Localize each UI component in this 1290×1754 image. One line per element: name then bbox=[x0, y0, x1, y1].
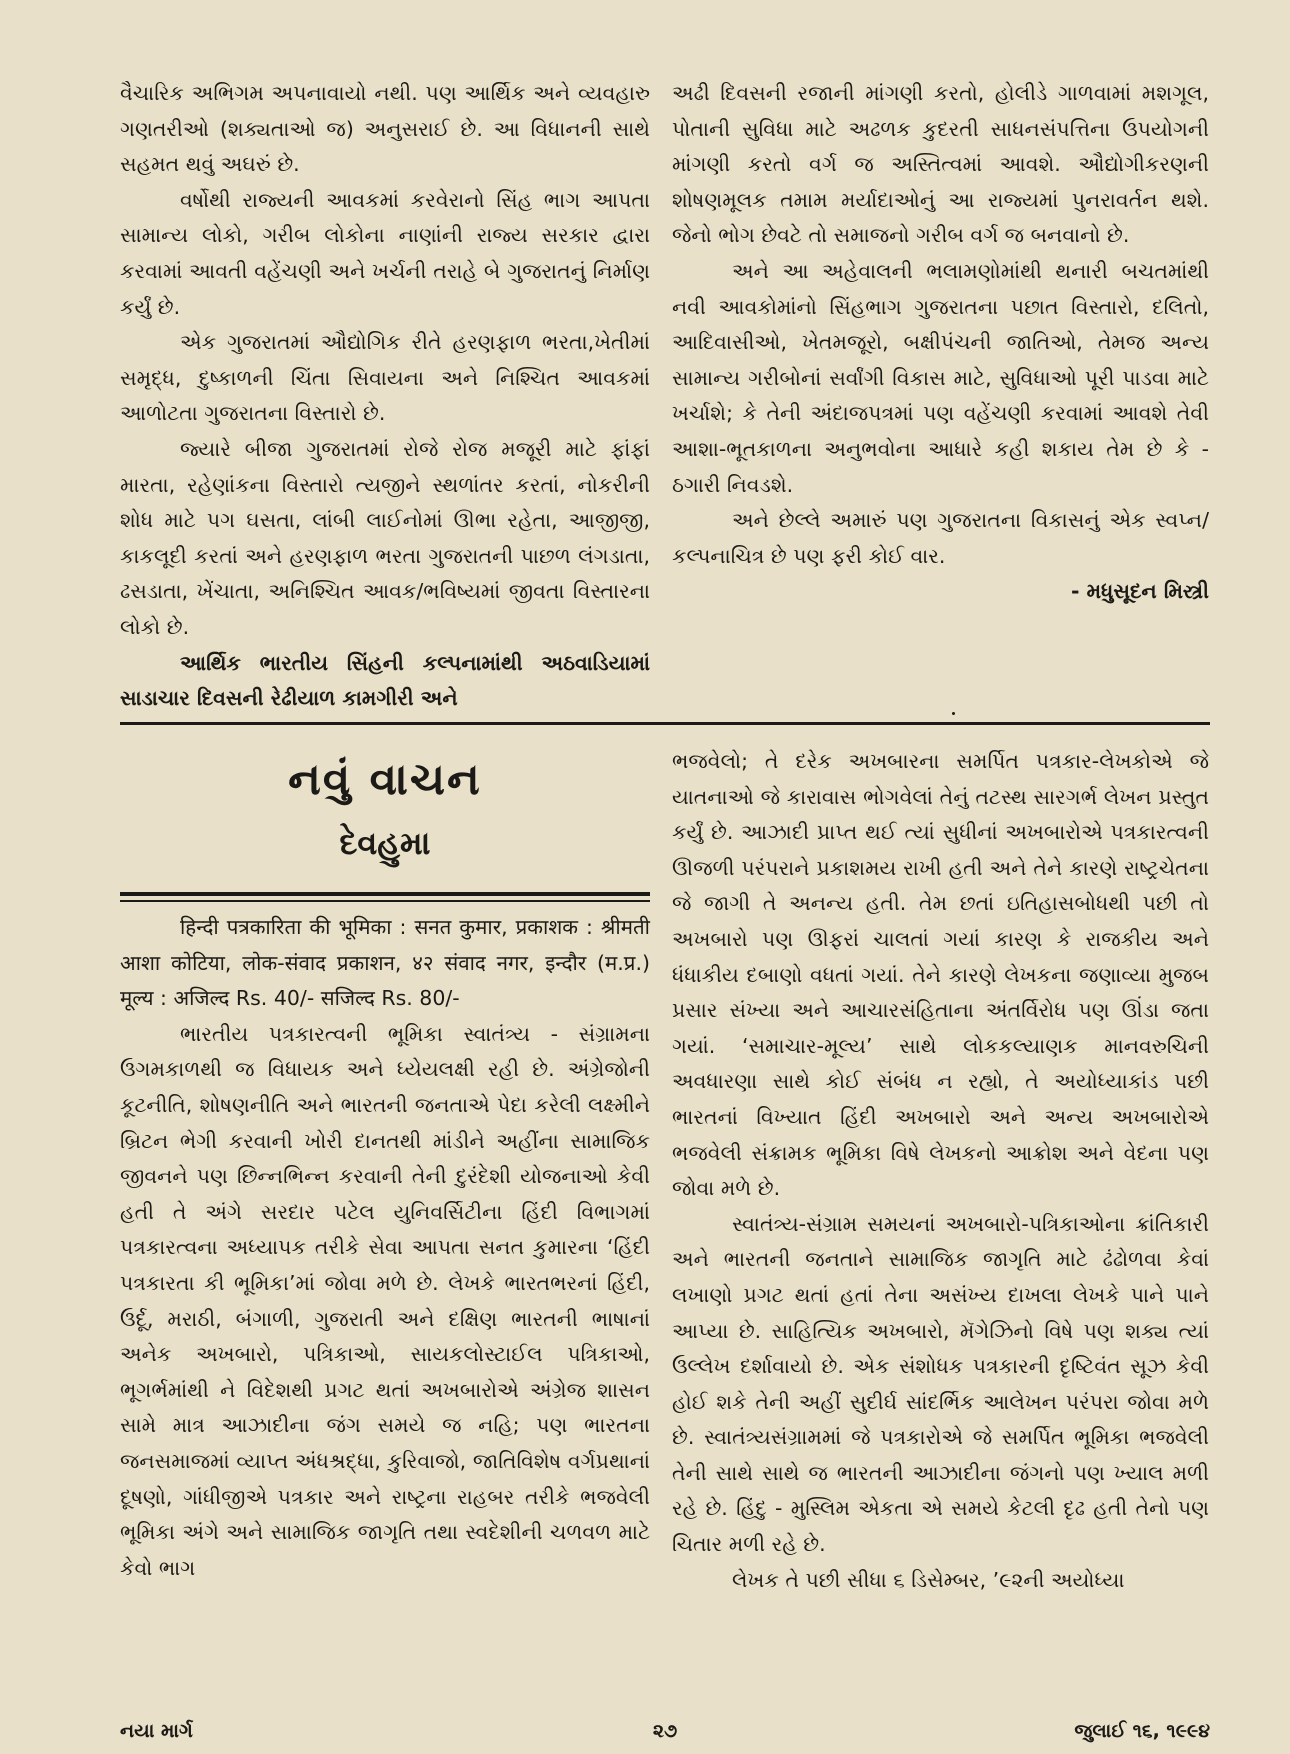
paragraph: ભારતીય પત્રકારત્વની ભૂમિકા સ્વાતંત્ર્ય - સંગ્રામના ઉગમકાળથી જ વિધાયક અને ધ્યેયલક્ષી રહી છે. અંગ્રેજોની કૂટનીતિ, શોષણનીતિ અને ભારતની જનતાએ પેદા કરેલી લક્ષ્મીને બ્રિટન ભેગી કરવાની ખોરી દાનતથી માંડીને અહીંના સામાજિક જીવનને પણ છિન્નભિન્ન કરવાની તેની દુરંદેશી યોજનાઓ કેવી હતી તે અંગે સરદાર પટેલ યુનિવર્સિટીના હિંદી વિભાગમાં પત્રકારત્વના અધ્યાપક તરીકે સેવા આપતા સનત કુમારના ‘હિંદી પત્રકારતા કી ભૂમિકા’માં જોવા મળે છે. લેખકે ભારતભરનાં હિંદી, ઉર્દૂ, મરાઠી, બંગાળી, ગુજરાતી અને દક્ષિણ ભારતની ભાષાનાં અનેક અખબારો, પત્રિકાઓ, સાયકલોસ્ટાઈલ પત્રિકાઓ, ભૂગર્ભમાંથી ને વિદેશથી પ્રગટ થતાં અખબારોએ અંગ્રેજ શાસન સામે માત્ર આઝાદીના જંગ સમયે જ નહિ; પણ ભારતના જનસમાજમાં વ્યાપ્ત અંધશ્રદ્ધા, કુરિવાજો, જાતિવિશેષ વર્ગપ્રથાનાં દૂષણો, ગાંધીજીએ પત્રકાર અને રાષ્ટ્રના રાહબર તરીકે ભજવેલી ભૂમિકા અંગે અને સામાજિક જાગૃતિ તથા સ્વદેશીની ચળવળ માટે કેવો ભાગ bbox=[120, 1021, 650, 1580]
paragraph: એક ગુજરાતમાં ઔદ્યોગિક રીતે હરણફાળ ભરતા,ખેતીમાં સમૃદ્ધ, દુષ્કાળની ચિંતા સિવાયના અને નિશ્ચિત આવકમાં આળોટતા ગુજરાતના વિસ્તારો છે. bbox=[120, 330, 650, 426]
paragraph: અને છેલ્લે અમારું પણ ગુજરાતના વિકાસનું એક સ્વપ્ન/કલ્પનાચિત્ર છે પણ ફરી કોઈ વાર. bbox=[672, 508, 1209, 568]
author-signature: - મધુસૂદન મિસ્ત્રી bbox=[1070, 579, 1209, 604]
paragraph: આર્થિક ભારતીય સિંહની કલ્પનામાંથી અઠવાડિયામાં સાડાચાર દિવસની રેઢીયાળ કામગીરી અને bbox=[120, 650, 650, 711]
page-footer bbox=[120, 1720, 1210, 1748]
top-right-column bbox=[672, 76, 1209, 610]
paragraph: અને આ અહેવાલની ભલામણોમાંથી થનારી બચતમાંથી નવી આવકોમાંનો સિંહભાગ ગુજરાતના પછાત વિસ્તારો, દલિતો, આદિવાસીઓ, ખેતમજૂરો, બક્ષીપંચની જાતિઓ, તેમજ અન્ય સામાન્ય ગરીબોનાં સર્વાંગી વિકાસ માટે, સુવિધાઓ પૂરી પાડવા માટે ખર્ચાશે; કે તેની અંદાજપત્રમાં પણ વહેંચણી કરવામાં આવશે તેવી આશા-ભૂતકાળના અનુભવોના આધારે કહી શકાય તેમ છે કે - ઠગારી નિવડશે. bbox=[672, 258, 1209, 497]
bottom-right-column bbox=[672, 744, 1209, 1598]
section-author: દેવહુમા bbox=[339, 824, 431, 862]
paragraph: જ્યારે બીજા ગુજરાતમાં રોજે રોજ મજૂરી માટે ફાંફાં મારતા, રહેણાંકના વિસ્તારો ત્યજીને સ્થળાંતર કરતાં, નોકરીની શોધ માટે પગ ઘસતા, લાંબી લાઈનોમાં ઊભા રહેતા, આજીજી, કાકલૂદી કરતાં અને હરણફાળ ભરતા ગુજરાતની પાછળ લંગડાતા, ઢસડાતા, ખેંચાતા, અનિશ્ચિત આવક/ભવિષ્યમાં જીવતા વિસ્તારના લોકો છે. bbox=[120, 436, 650, 639]
section-heading bbox=[120, 748, 650, 872]
heading-rule-thick bbox=[120, 892, 650, 896]
top-left-column bbox=[120, 76, 650, 717]
paragraph: વર્ષોથી રાજ્યની આવકમાં કરવેરાનો સિંહ ભાગ આપતા સામાન્ય લોકો, ગરીબ લોકોના નાણાંની રાજ્ય સરકાર દ્વારા કરવામાં આવતી વહેંચણી અને ખર્ચની તરાહે બે ગુજરાતનું નિર્માણ કર્યું છે. bbox=[120, 187, 650, 319]
paragraph: ભજવેલો; તે દરેક અખબારના સમર્પિત પત્રકાર-લેખકોએ જે યાતનાઓ જે કારાવાસ ભોગવેલાં તેનું તટસ્થ સારગર્ભ લેખન પ્રસ્તુત કર્યું છે. આઝાદી પ્રાપ્ત થઈ ત્યાં સુધીનાં અખબારોએ પત્રકારત્વની ઊજળી પરંપરાને પ્રકાશમય રાખી હતી અને તેને કારણે રાષ્ટ્રચેતના જે જાગી તે અનન્ય હતી. તેમ છતાં ઇતિહાસબોધથી પછી તો અખબારો પણ ઊફરાં ચાલતાં ગયાં કારણ કે રાજકીય અને ધંધાકીય દબાણો વધતાં ગયાં. તેને કારણે લેખકના જણાવ્યા મુજબ પ્રસાર સંખ્યા અને આચારસંહિતાના અંતર્વિરોધ પણ ઊંડા જતા ગયાં. ‘સમાચાર-મૂલ્ય’ સાથે લોકકલ્યાણક માનવરુચિની અવધારણા સાથે કોઈ સંબંધ ન રહ્યો, તે અયોધ્યાકાંડ પછી ભારતનાં વિખ્યાત હિંદી અખબારો અને અન્ય અખબારોએ ભજવેલી સંક્રામક ભૂમિકા વિષે લેખકનો આક્રોશ અને વેદના પણ જોવા મળે છે. bbox=[672, 749, 1209, 1201]
paragraph: લેખક તે પછી સીધા ૬ ડિસેમ્બર, ’૯૨ની અયોધ્યા bbox=[732, 1567, 1125, 1592]
print-speck bbox=[952, 712, 955, 715]
section-divider bbox=[120, 722, 1210, 725]
magazine-name: નયા માર્ગ bbox=[120, 1720, 193, 1742]
issue-date: જુલાઈ ૧૬, ૧૯૯૪ bbox=[1074, 1720, 1210, 1742]
page-number: ૨૭ bbox=[652, 1720, 678, 1742]
book-citation: हिन्दी पत्रकारिता की भूमिका : सनत कुमार, प्रकाशक : श्रीमती आशा कोटिया, लोक-संवाद प्रकाशन, ४२ संवाद नगर, इन्दौर (म.प्र.) मूल्य : अजिल्द Rs. 40/- सजिल्द Rs. 80/- bbox=[120, 915, 650, 1011]
section-title: નવું વાચન bbox=[288, 754, 482, 805]
bottom-left-column bbox=[120, 910, 650, 1586]
paragraph: વૈચારિક અભિગમ અપનાવાયો નથી. પણ આર્થિક અને વ્યવહારુ ગણતરીઓ (શક્યતાઓ જ) અનુસરાઈ છે. આ વિધાનની સાથે સહમત થવું અઘરું છે. bbox=[120, 81, 650, 177]
paragraph: સ્વાતંત્ર્ય-સંગ્રામ સમયનાં અખબારો-પત્રિકાઓના ક્રાંતિકારી અને ભારતની જનતાને સામાજિક જાગૃતિ માટે ઢંઢોળવા કેવાં લખાણો પ્રગટ થતાં હતાં તેના અસંખ્ય દાખલા લેખકે પાને પાને આપ્યા છે. સાહિત્યિક અખબારો, મૅગેઝિનો વિષે પણ શક્ય ત્યાં ઉલ્લેખ દર્શાવાયો છે. એક સંશોધક પત્રકારની દૃષ્ટિવંત સૂઝ કેવી હોઈ શકે તેની અહીં સુદીર્ઘ સાંદર્ભિક આલેખન પરંપરા જોવા મળે છે. સ્વાતંત્ર્યસંગ્રામમાં જે પત્રકારોએ જે સમર્પિત ભૂમિકા ભજવેલી તેની સાથે સાથે જ ભારતની આઝાદીના જંગનો પણ ખ્યાલ મળી રહે છે. હિંદુ - મુસ્લિમ એકતા એ સમયે કેટલી દૃઢ હતી તેનો પણ ચિતાર મળી રહે છે. bbox=[672, 1211, 1209, 1557]
heading-rule-thin bbox=[120, 900, 650, 902]
paragraph: અઢી દિવસની રજાની માંગણી કરતો, હોલીડે ગાળવામાં મશગૂલ, પોતાની સુવિધા માટે અઢળક કુદરતી સાધનસંપત્તિના ઉપયોગની માંગણી કરતો વર્ગ જ અસ્તિત્વમાં આવશે. ઔદ્યોગીકરણની શોષણમૂલક તમામ મર્યાદાઓનું આ રાજ્યમાં પુનરાવર્તન થશે. જેનો ભોગ છેવટે તો સમાજનો ગરીબ વર્ગ જ બનવાનો છે. bbox=[672, 81, 1209, 248]
